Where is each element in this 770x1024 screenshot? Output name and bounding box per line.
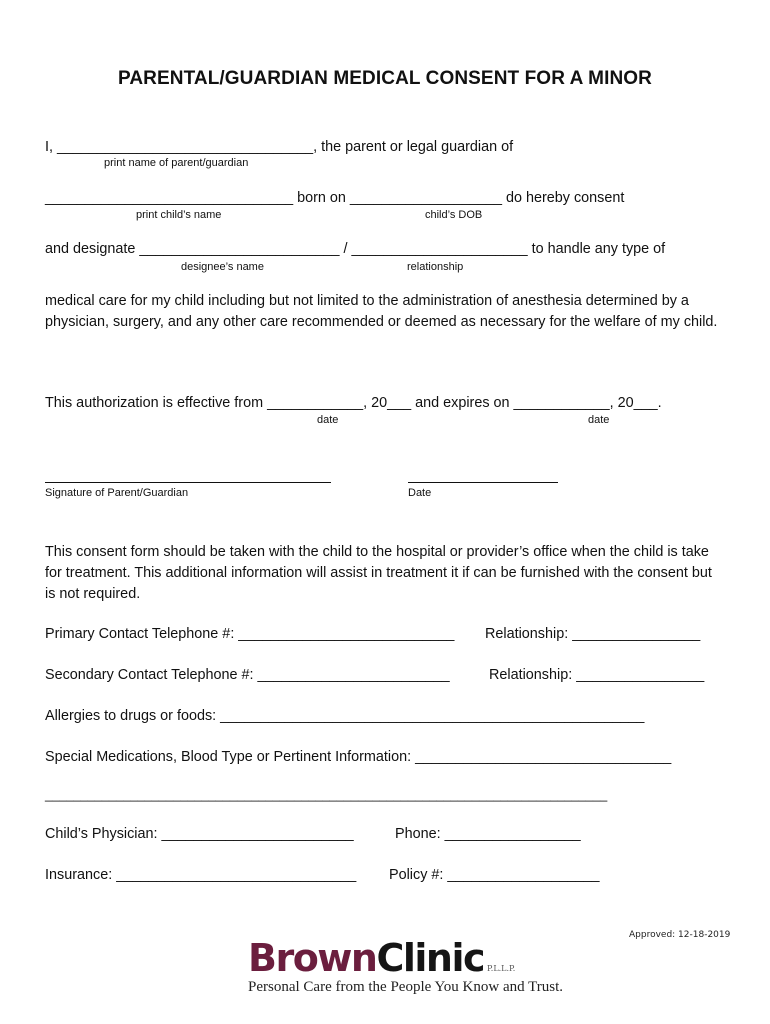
special-medications-field[interactable]: Special Medications, Blood Type or Pertinent Information: ________________________________ [45, 749, 672, 765]
date-line[interactable] [408, 482, 558, 483]
consent-paragraph: medical care for my child including but not limited to the administration of anesthesia determined by a physician, surgery, and any other care recommended or deemed as necessary for the welfare of my child. [45, 293, 718, 330]
expiry-date-caption: date [588, 414, 610, 426]
secondary-relationship-field[interactable]: Relationship: ________________ [489, 667, 705, 683]
primary-phone-field[interactable]: Primary Contact Telephone #: ___________________________ [45, 626, 455, 642]
designee-caption: designee’s name [181, 261, 264, 273]
parent-name-line: I, ________________________________, the parent or legal guardian of [45, 139, 514, 155]
child-dob-caption: child’s DOB [425, 209, 483, 221]
date-label: Date [408, 487, 432, 499]
approved-date: Approved: 12-18-2019 [629, 930, 731, 940]
relationship-caption: relationship [407, 261, 464, 273]
child-name-dob-line: _______________________________ born on ___________________ do hereby consent [45, 190, 625, 206]
logo-clinic-text: Clinic [376, 936, 485, 980]
brown-clinic-logo [248, 938, 515, 978]
logo-suffix: P.L.L.P. [487, 964, 516, 973]
signature-label: Signature of Parent/Guardian [45, 487, 189, 499]
logo-tagline: Personal Care from the People You Know and Trust. [248, 979, 563, 995]
authorization-line: This authorization is effective from ____________, 20___ and expires on ____________, 20___. [45, 395, 662, 411]
logo-brown-text: Brown [248, 936, 377, 980]
designate-line: and designate _________________________ / ______________________ to handle any type of [45, 241, 666, 257]
additional-info-line[interactable]: _______________________________________________________________________________ [45, 787, 608, 802]
signature-line[interactable] [45, 482, 331, 483]
primary-relationship-field[interactable]: Relationship: ________________ [485, 626, 701, 642]
physician-phone-field[interactable]: Phone: _________________ [395, 826, 581, 842]
parent-name-caption: print name of parent/guardian [104, 157, 249, 169]
form-title: PARENTAL/GUARDIAN MEDICAL CONSENT FOR A MINOR [117, 68, 653, 89]
child-name-caption: print child’s name [136, 209, 222, 221]
physician-field[interactable]: Child’s Physician: ________________________ [45, 826, 354, 842]
instructions-paragraph: This consent form should be taken with the child to the hospital or provider’s office when the child is take for treatment. This additional information will assist in treatment it if can be furnished with the consent but is not required. [45, 544, 712, 602]
allergies-field[interactable]: Allergies to drugs or foods: _____________________________________________________ [45, 708, 645, 724]
effective-date-caption: date [317, 414, 339, 426]
insurance-field[interactable]: Insurance: ______________________________ [45, 867, 357, 883]
secondary-phone-field[interactable]: Secondary Contact Telephone #: ________________________ [45, 667, 450, 683]
policy-field[interactable]: Policy #: ___________________ [389, 867, 600, 883]
